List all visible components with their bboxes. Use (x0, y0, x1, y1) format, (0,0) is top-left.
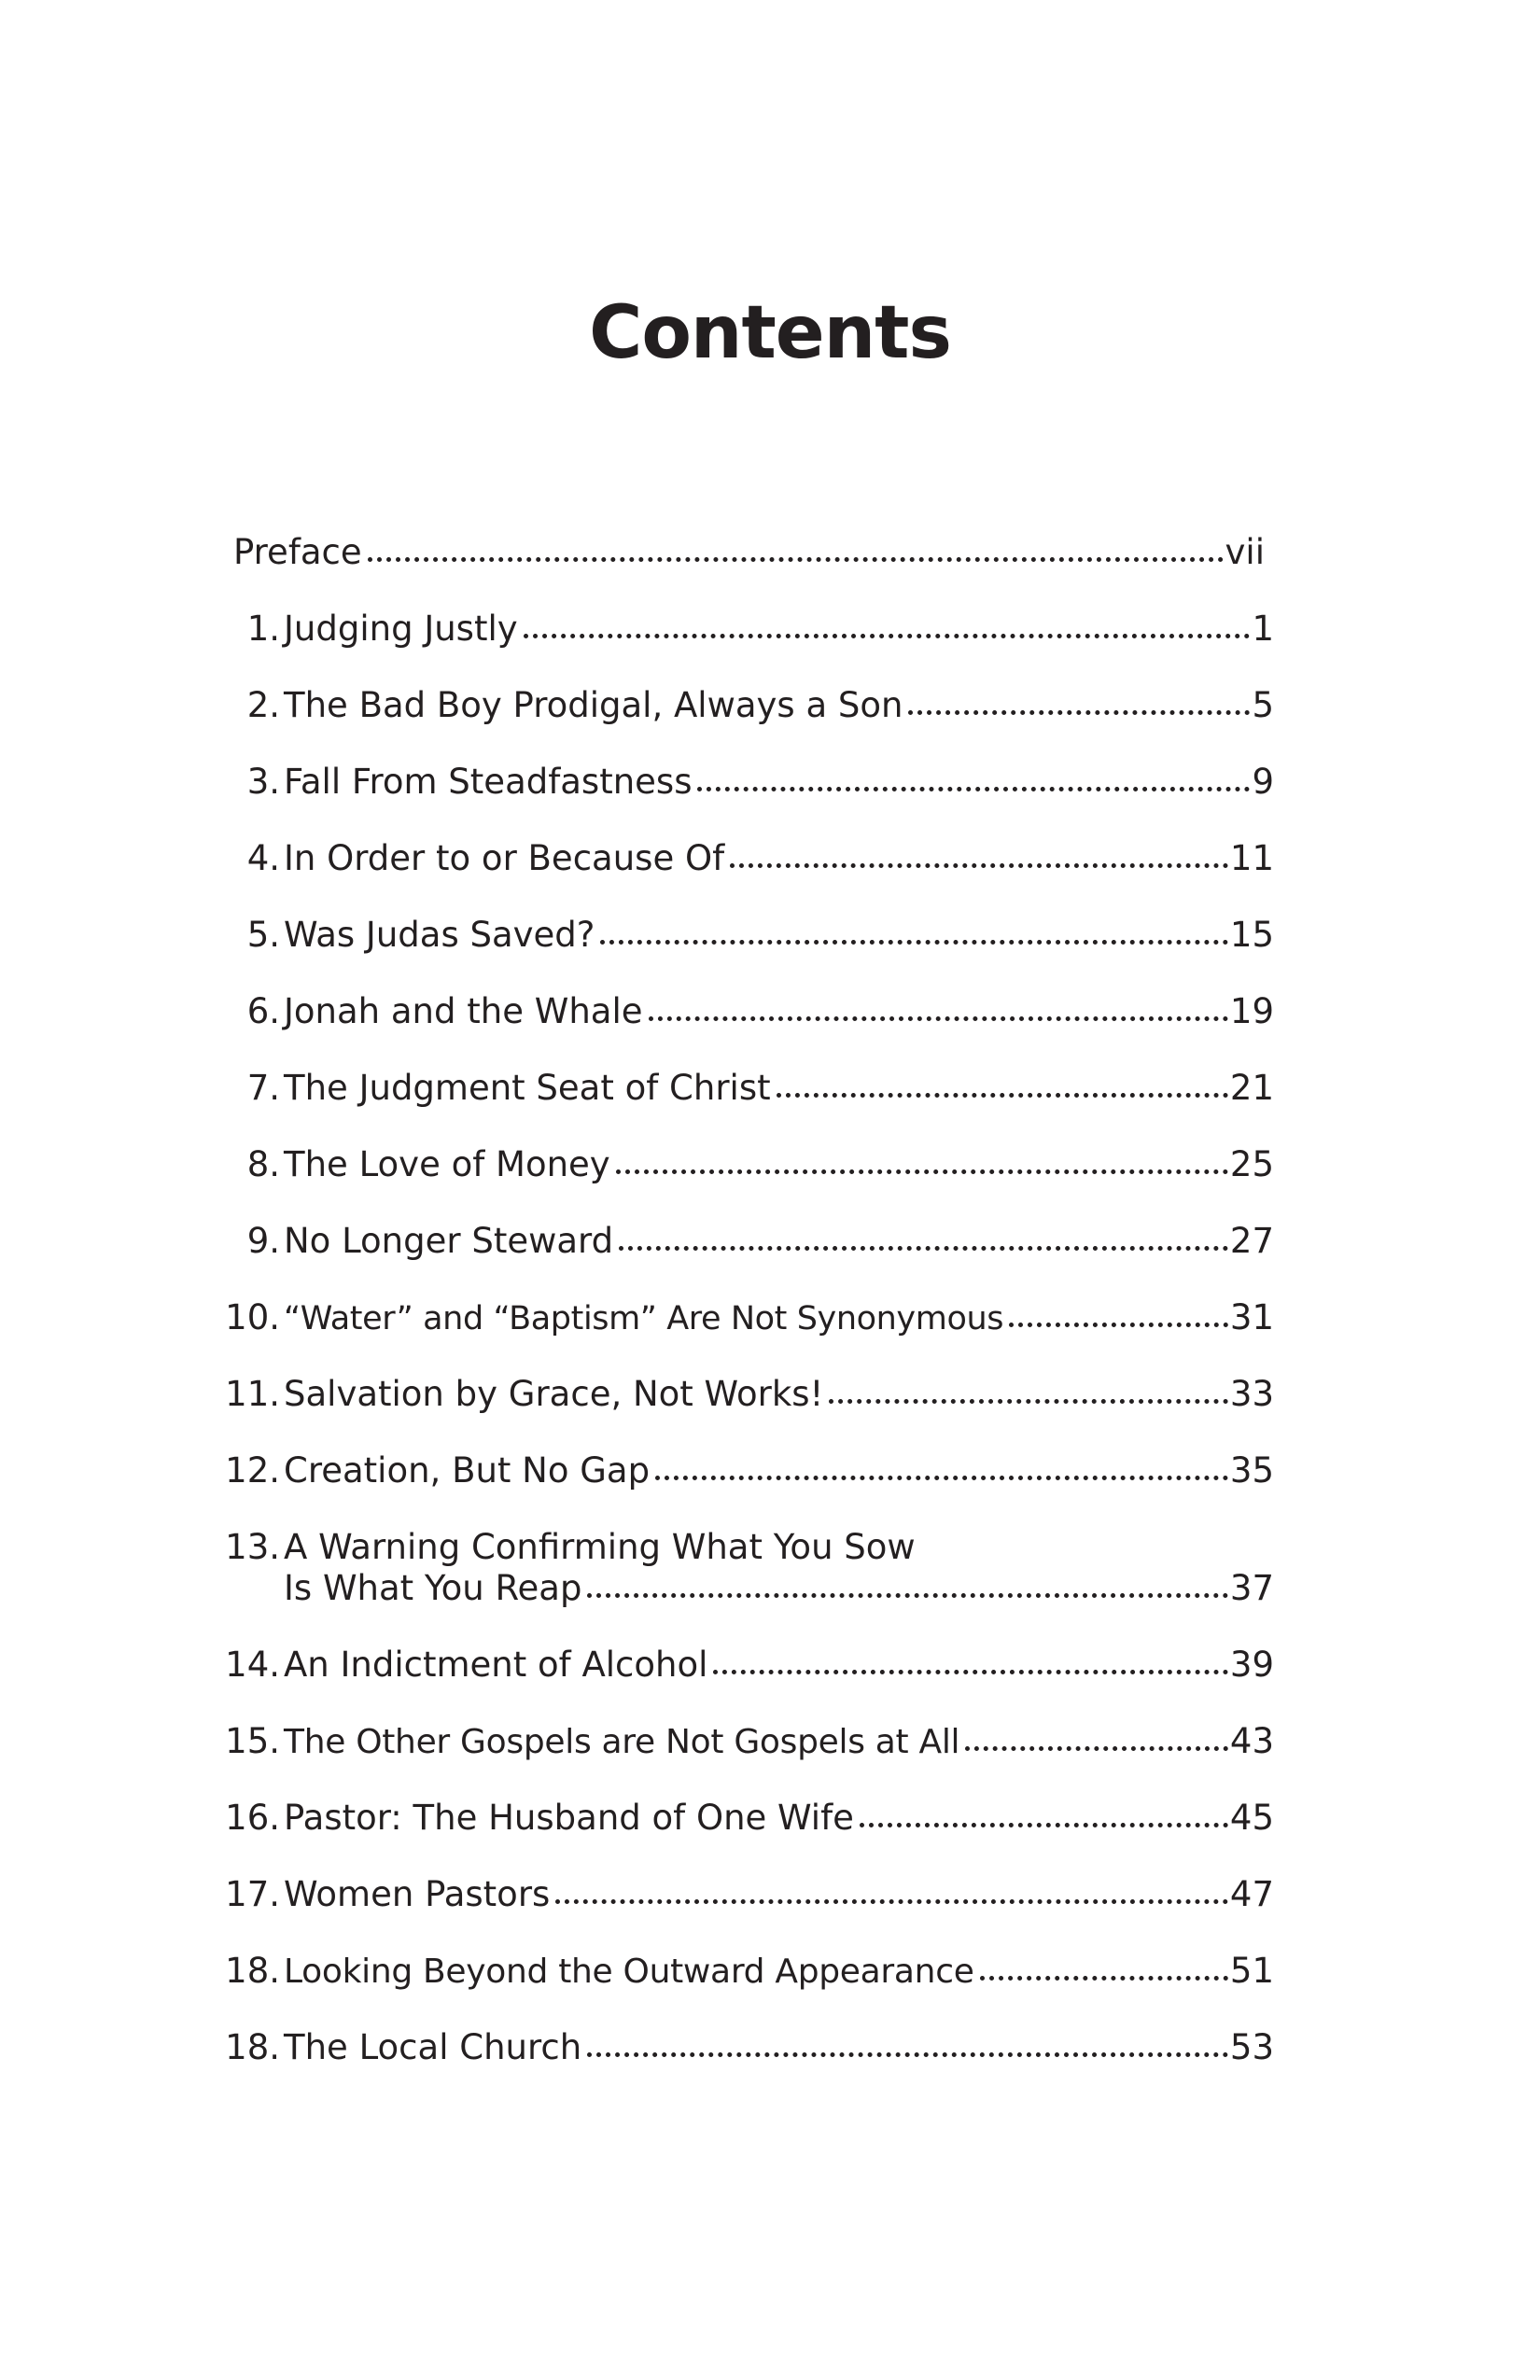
toc-chapter-number: 2. (246, 685, 280, 725)
toc-entry (0, 911, 1540, 959)
toc-line (284, 1794, 1274, 1842)
dot-leader (649, 1016, 1228, 1021)
toc-line (233, 528, 1265, 577)
toc-line (284, 1064, 1274, 1113)
toc-entry (0, 758, 1540, 806)
toc-entry (0, 834, 1540, 883)
toc-entry (0, 1717, 1540, 1766)
toc-entry-title: The Love of Money (284, 1144, 610, 1184)
toc-line (284, 758, 1274, 806)
toc-entry-title: Is What You Reap (284, 1568, 582, 1608)
toc-entry (0, 1447, 1540, 1495)
toc-page-number: vii (1225, 532, 1265, 572)
dot-leader (587, 1593, 1227, 1598)
dot-leader (1009, 1323, 1228, 1327)
dot-leader (980, 1976, 1228, 1981)
toc-entry (0, 1141, 1540, 1189)
toc-entry-title: Judging Justly (284, 609, 518, 649)
toc-page-number: 33 (1229, 1374, 1274, 1414)
toc-entry-title: The Local Church (284, 2027, 582, 2067)
toc-page-number: 27 (1229, 1221, 1274, 1261)
toc-chapter-number: 9. (246, 1221, 280, 1261)
toc-entry (0, 1794, 1540, 1842)
dot-leader (587, 2052, 1228, 2057)
toc-entry-title: Jonah and the Whale (284, 991, 643, 1031)
toc-page-number: 15 (1229, 915, 1274, 955)
toc-line (284, 2023, 1274, 2072)
toc-entry (0, 681, 1540, 730)
toc-page-number: 5 (1252, 685, 1274, 725)
dot-leader (730, 863, 1228, 868)
toc-line (284, 1370, 1274, 1419)
toc-page-number: 53 (1229, 2027, 1274, 2067)
dot-leader (524, 634, 1251, 638)
toc-chapter-number: 13. (225, 1527, 280, 1567)
toc-page-number: 35 (1229, 1450, 1274, 1491)
dot-leader (829, 1399, 1228, 1404)
toc-page-number: 1 (1252, 609, 1274, 649)
page-title: Contents (589, 291, 951, 375)
toc-entry-title: The Judgment Seat of Christ (284, 1068, 771, 1108)
toc-line (284, 1294, 1274, 1342)
dot-leader (616, 1169, 1228, 1174)
toc-page-number: 19 (1229, 991, 1274, 1031)
dot-leader (555, 1899, 1228, 1904)
toc-entry (0, 605, 1540, 653)
toc-page-number: 47 (1229, 1874, 1274, 1914)
toc-entry-title: Looking Beyond the Outward Appearance (284, 1953, 974, 1991)
toc-entry-title: The Other Gospels are Not Gospels at All (284, 1723, 960, 1761)
toc-line (284, 834, 1274, 883)
toc-chapter-number: 10. (225, 1297, 280, 1337)
toc-entry (0, 987, 1540, 1036)
toc-chapter-number: 12. (225, 1450, 280, 1491)
toc-line (284, 1447, 1274, 1495)
toc-chapter-number: 1. (246, 609, 280, 649)
toc-chapter-number: 16. (225, 1798, 280, 1838)
toc-page-number: 45 (1229, 1798, 1274, 1838)
toc-entry-preface (0, 528, 1540, 577)
toc-page-number: 21 (1229, 1068, 1274, 1108)
toc-chapter-number: 7. (246, 1068, 280, 1108)
toc-entry-title: The Bad Boy Prodigal, Always a Son (284, 685, 903, 725)
toc-entry-title: Women Pastors (284, 1874, 551, 1914)
toc-entry (0, 1064, 1540, 1113)
dot-leader (619, 1246, 1228, 1251)
toc-page-number: 39 (1229, 1645, 1274, 1685)
toc-line (284, 1141, 1274, 1189)
toc-page-number: 9 (1252, 762, 1274, 802)
toc-page-number: 43 (1229, 1721, 1274, 1761)
toc-line (284, 1870, 1274, 1919)
toc-page-number: 11 (1229, 838, 1274, 878)
toc-entry-title: In Order to or Because Of (284, 838, 725, 878)
toc-chapter-number: 18. (225, 2027, 280, 2067)
dot-leader (368, 557, 1224, 562)
toc-entry (0, 1294, 1540, 1342)
toc-page-number: 25 (1229, 1144, 1274, 1184)
toc-chapter-number: 14. (225, 1645, 280, 1685)
toc-entry-title: No Longer Steward (284, 1221, 614, 1261)
toc-chapter-number: 18. (225, 1951, 280, 1991)
toc-line (284, 1641, 1274, 1689)
toc-chapter-number: 17. (225, 1874, 280, 1914)
toc-line (284, 987, 1274, 1036)
dot-leader (860, 1823, 1228, 1827)
toc-chapter-number: 6. (246, 991, 280, 1031)
toc-line (284, 1717, 1274, 1766)
toc-entry-title: Creation, But No Gap (284, 1450, 651, 1491)
toc-entry (0, 1370, 1540, 1419)
toc-entry (0, 1947, 1540, 1995)
dot-leader (713, 1670, 1228, 1674)
toc-line (284, 605, 1274, 653)
toc-entry-title: Fall From Steadfastness (284, 762, 693, 802)
toc-page-number: 37 (1229, 1568, 1274, 1608)
toc-entry (0, 1217, 1540, 1266)
toc-page-number: 31 (1229, 1297, 1274, 1337)
toc-entry-title: “Water” and “Baptism” Are Not Synonymous (284, 1300, 1004, 1337)
dot-leader (697, 787, 1250, 791)
toc-line (284, 1217, 1274, 1266)
toc-chapter-number: 11. (225, 1374, 280, 1414)
toc-entry-title: Salvation by Grace, Not Works! (284, 1374, 824, 1414)
dot-leader (908, 710, 1250, 715)
toc-chapter-number: 15. (225, 1721, 280, 1761)
dot-leader (655, 1476, 1228, 1480)
dot-leader (777, 1093, 1228, 1098)
toc-entry-title: Was Judas Saved? (284, 915, 595, 955)
toc-line (284, 681, 1274, 730)
toc-line (284, 911, 1274, 959)
toc-entry (0, 1641, 1540, 1689)
toc-entry (0, 2023, 1540, 2072)
toc-chapter-number: 3. (246, 762, 280, 802)
toc-line (284, 1947, 1274, 1995)
toc-page-number: 51 (1229, 1951, 1274, 1991)
dot-leader (600, 940, 1227, 945)
toc-chapter-number: 4. (246, 838, 280, 878)
toc-chapter-number: 8. (246, 1144, 280, 1184)
toc-entry (0, 1870, 1540, 1919)
toc-line (284, 1564, 1274, 1613)
toc-entry-title-line1: A Warning Confirming What You Sow (284, 1527, 916, 1567)
toc-entry-title: Preface (233, 532, 362, 572)
dot-leader (965, 1746, 1228, 1751)
toc-chapter-number: 5. (246, 915, 280, 955)
toc-entry-title: Pastor: The Husband of One Wife (284, 1798, 854, 1838)
toc-entry-title: An Indictment of Alcohol (284, 1645, 708, 1685)
toc-entry-continuation (0, 1564, 1540, 1613)
